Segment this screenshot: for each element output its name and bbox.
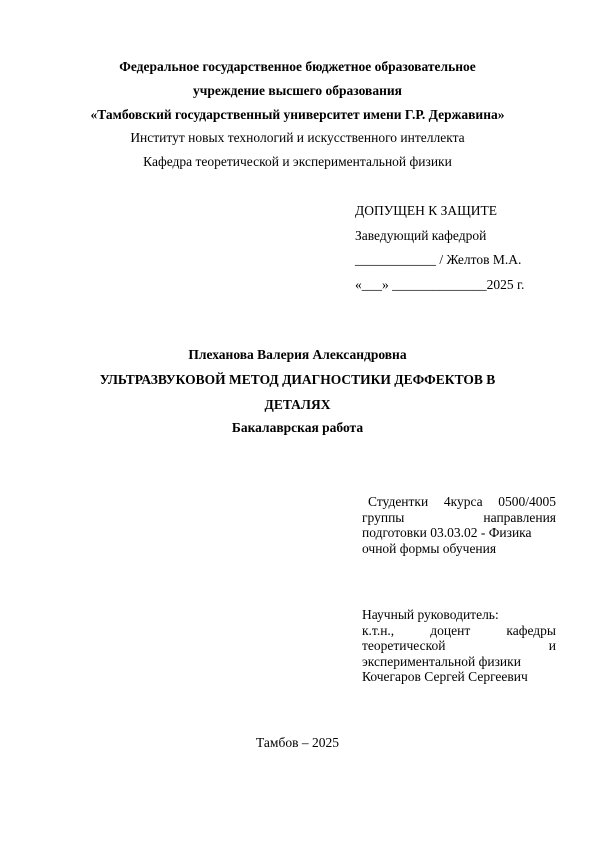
org-line-1: Федеральное государственное бюджетное образовательное [119, 59, 476, 74]
supervisor-line-2: теоретической и [362, 638, 556, 653]
student-block [362, 494, 556, 556]
supervisor-block [362, 607, 556, 685]
supervisor-line-1: к.т.н., доцент кафедры [362, 622, 556, 638]
work-title-line-1: УЛЬТРАЗВУКОВОЙ МЕТОД ДИАГНОСТИКИ ДЕФФЕКТОВ В [99, 372, 496, 387]
org-line-2: учреждение высшего образования [193, 83, 402, 98]
admitted-label: ДОПУЩЕН К ЗАЩИТЕ [355, 203, 498, 218]
supervisor-label: Научный руководитель: [362, 607, 499, 622]
city-year: Тамбов – 2025 [256, 735, 339, 750]
supervisor-name: Кочегаров Сергей Сергеевич [362, 669, 528, 684]
institute-name: Институт новых технологий и искусственного интеллекта [130, 130, 465, 145]
work-type: Бакалаврская работа [231, 420, 364, 435]
department-name: Кафедра теоретической и экспериментальной физики [143, 154, 452, 169]
supervisor-line-3: экспериментальной физики [362, 653, 521, 669]
signature-line: ____________ / Желтов М.А. [355, 252, 522, 267]
work-title-line-2: ДЕТАЛЯХ [264, 397, 331, 412]
student-line-4: очной формы обучения [362, 540, 497, 556]
head-title: Заведующий кафедрой [355, 228, 487, 243]
student-line-3: подготовки 03.03.02 - Физика [362, 525, 532, 540]
student-line-1: Студентки 4курса 0500/4005 [368, 494, 556, 509]
student-line-2: группы направления [362, 509, 556, 525]
university-name: «Тамбовский государственный университет имени Г.Р. Державина» [90, 107, 505, 122]
date-line: «___» ______________2025 г. [355, 277, 525, 292]
author-name: Плеханова Валерия Александровна [188, 347, 407, 362]
